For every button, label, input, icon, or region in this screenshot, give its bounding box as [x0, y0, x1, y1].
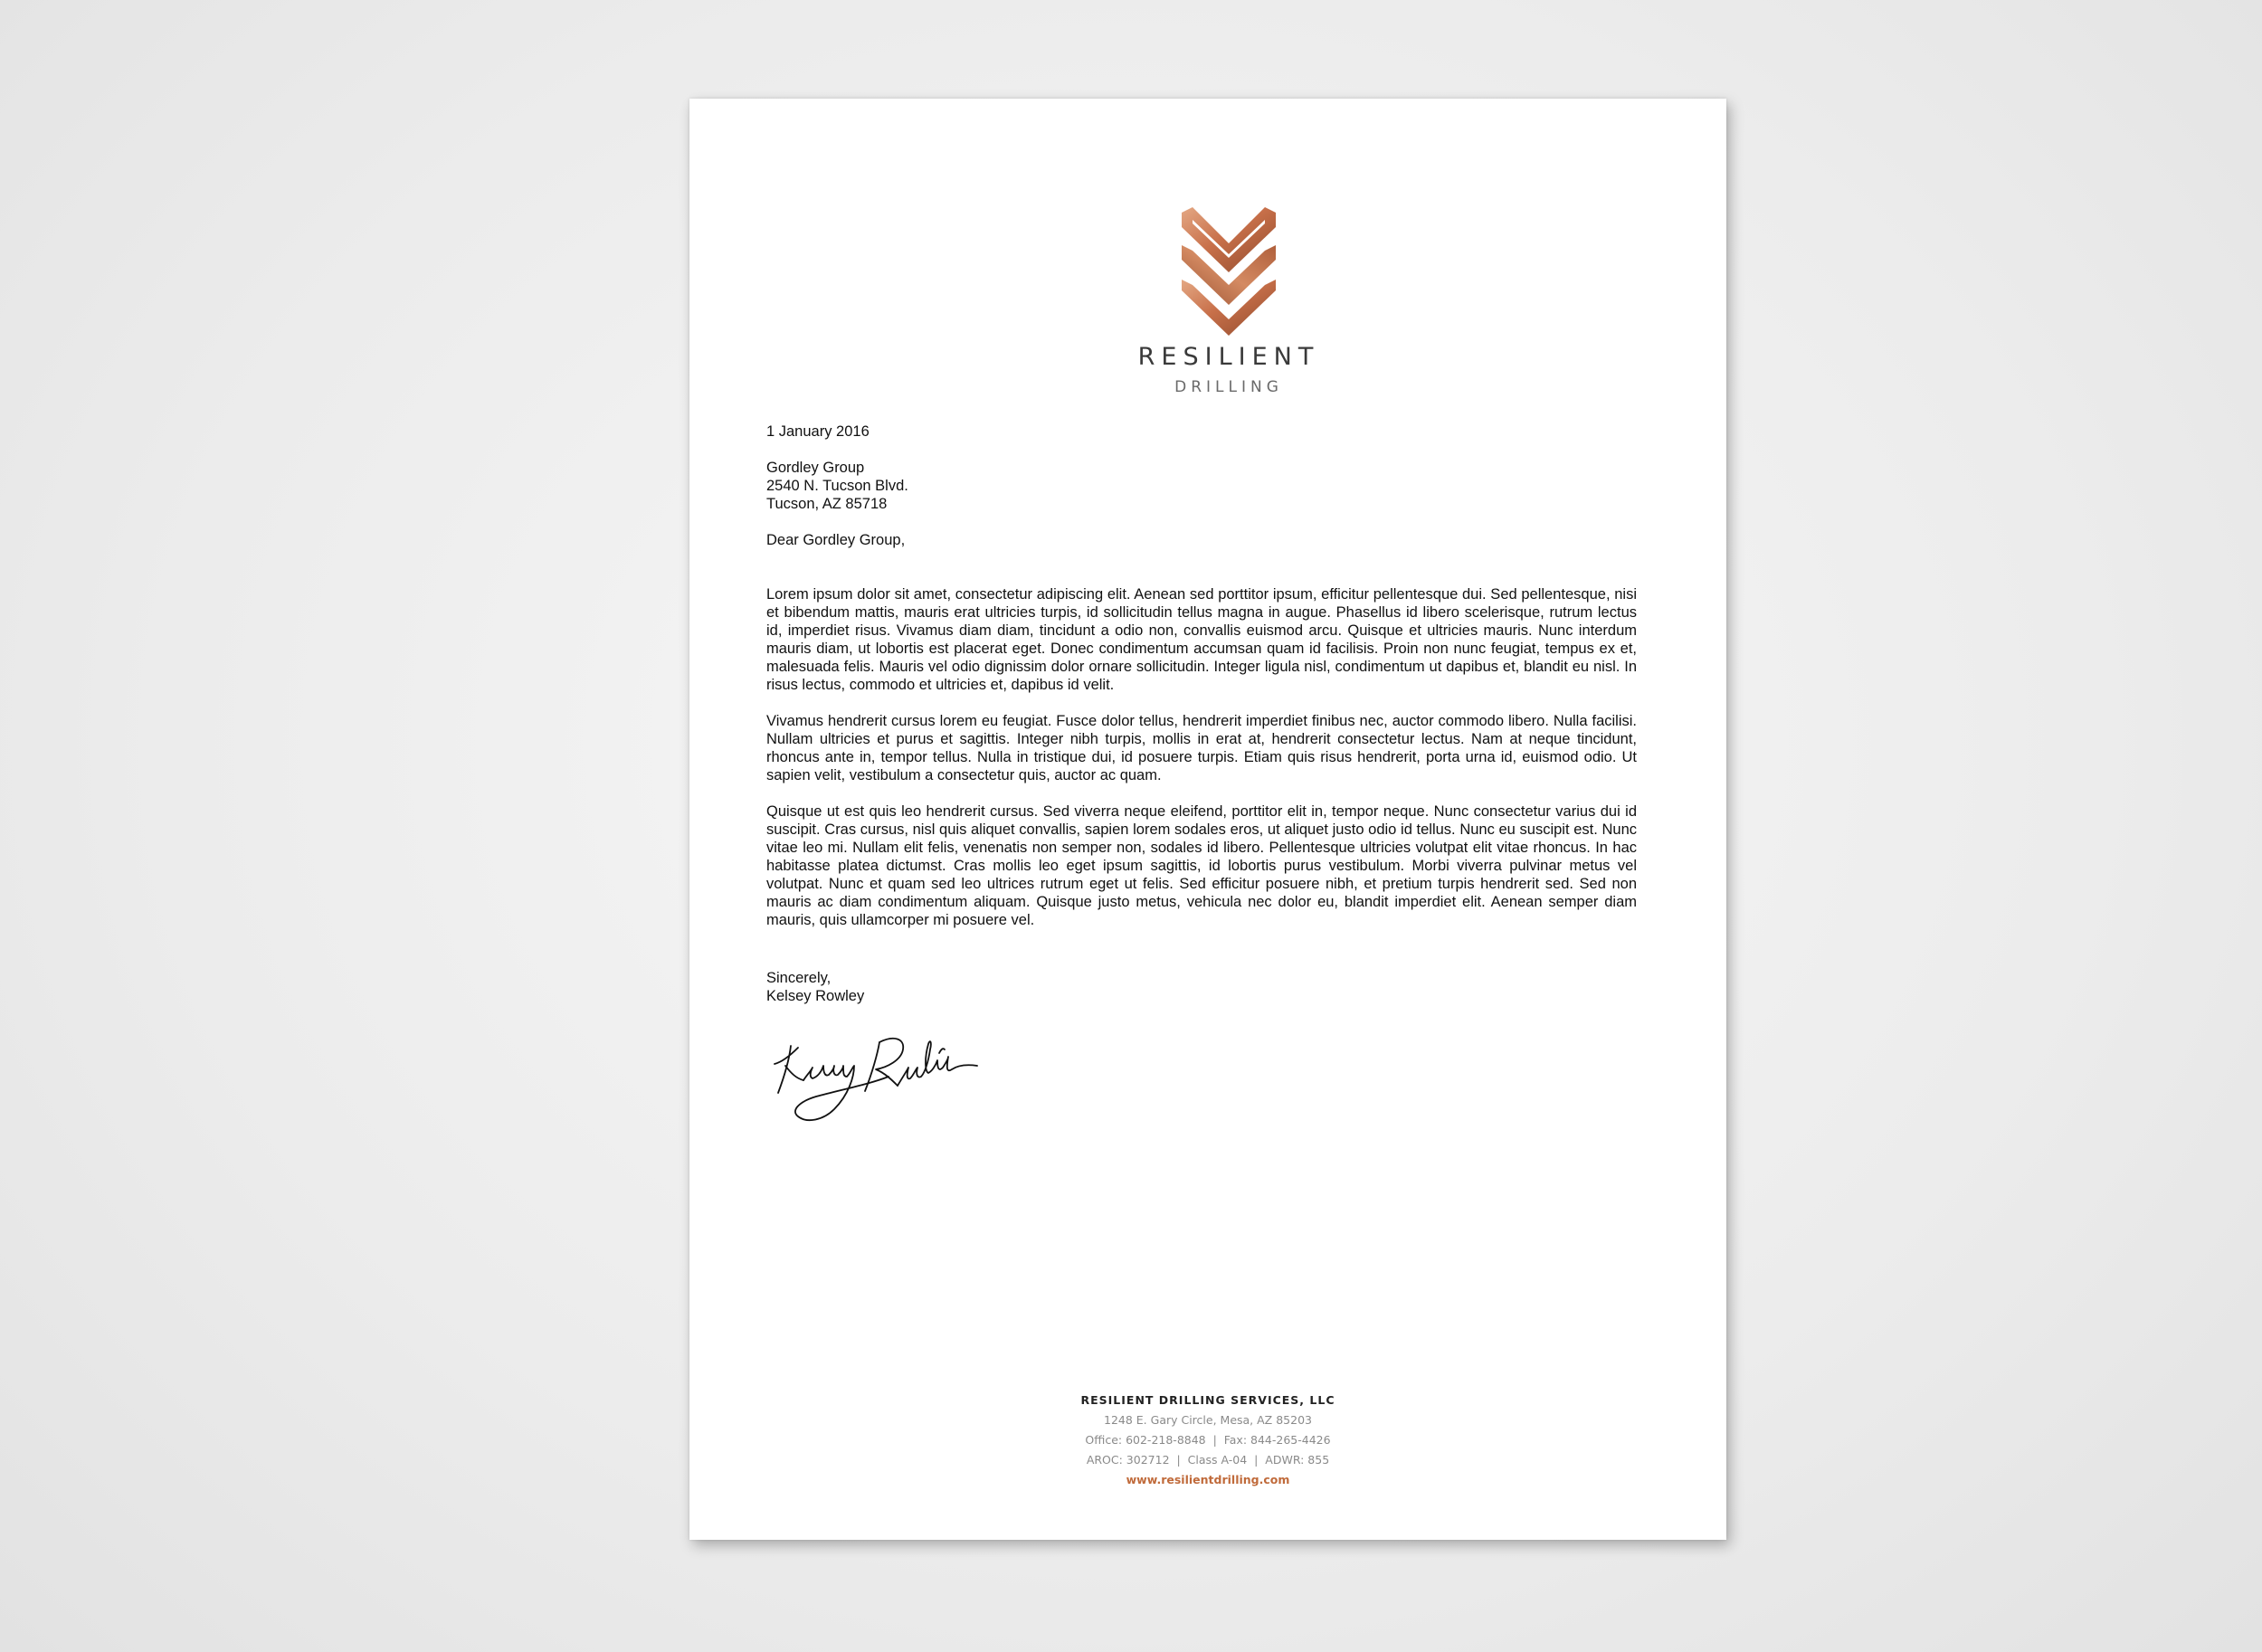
address-line: 2540 N. Tucson Blvd. [766, 478, 908, 494]
footer-phones: Office: 602-218-8848 | Fax: 844-265-4426 [1085, 1433, 1331, 1447]
body-paragraph: Quisque ut est quis leo hendrerit cursus. Sed viverra neque eleifend, porttitor elit in, tempor neque. Nunc consectetur varius dui id suscipit. Cras cursus, nisl quis aliquet convallis, sapien lorem sodales eros, ut aliquet justo odio id tellus. Nunc eu suscipit est. Nunc vitae leo mi. Nullam elit felis, venenatis non semper non, sodales id libero. Pellentesque ultricies volutpat elit vitae rhoncus. In hac habitasse platea dictumst. Cras mollis leo eget ipsum sagittis, id lobortis purus vestibulum. Morbi viverra pulvinar metus vel volutpat. Nunc et quam sed leo ultrices rutrum eget ut felis. Sed efficitur posuere nibh, et pretium turpis hendrerit sed. Sed non mauris ac diam condimentum aliquam. Quisque justo metus, vehicula nec dolor eu, blandit imperdiet elit. Aenean semper diam mauris, quis ullamcorper mi posuere vel. [766, 803, 1637, 928]
footer-address: 1248 E. Gary Circle, Mesa, AZ 85203 [1104, 1413, 1312, 1427]
chevron-logo-icon [1174, 207, 1283, 336]
closing-block [766, 969, 1637, 1005]
letter-date: 1 January 2016 [766, 423, 870, 440]
letterhead-page [689, 99, 1726, 1540]
body-paragraph: Vivamus hendrerit cursus lorem eu feugiat. Fusce dolor tellus, hendrerit imperdiet finibus nec, auctor commodo libero. Nulla facilisi. Nullam ultricies et purus et sagittis. Integer nibh turpis, mollis in erat at, hendrerit consectetur lectus. Nam at neque tincidunt, rhoncus ante in, tempor tellus. Nulla in tristique dui, id posuere turpis. Etiam quis risus hendrerit, porta urna id, euismod odio. Ut sapien velit, vestibulum a consectetur quis, auctor ac quam. [766, 713, 1637, 783]
footer-licenses: AROC: 302712 | Class A-04 | ADWR: 855 [1086, 1453, 1330, 1467]
address-line: Tucson, AZ 85718 [766, 496, 888, 512]
address-line: Gordley Group [766, 460, 865, 476]
letter-body [766, 585, 1637, 947]
recipient-address [766, 459, 1637, 513]
footer-company-name: RESILIENT DRILLING SERVICES, LLC [1080, 1393, 1335, 1407]
brand-name: RESILIENT [1137, 343, 1320, 371]
signer-name: Kelsey Rowley [766, 988, 865, 1004]
letterhead-footer [689, 1391, 1726, 1490]
body-paragraph: Lorem ipsum dolor sit amet, consectetur adipiscing elit. Aenean sed porttitor ipsum, efficitur pellentesque dui. Sed pellentesque, nisi et bibendum mattis, mauris erat ultricies turpis, id sollicitudin tellus magna in augue. Phasellus id libero scelerisque, rutrum lectus id, imperdiet risus. Vivamus diam diam, tincidunt a odio non, convallis euismod arcu. Quisque et ultricies mauris. Nunc interdum mauris diam, ut lobortis est placerat eget. Donec condimentum accumsan quam id facilisis. Proin non nunc feugiat, tempus ex et, malesuada felis. Mauris vel odio dignissim dolor ornare sollicitudin. Integer ligula nisl, condimentum ut dapibus et, blandit eu nisl. In risus lectus, commodo et ultricies et, dapibus id velit. [766, 586, 1637, 693]
salutation: Dear Gordley Group, [766, 532, 906, 548]
handwritten-signature [771, 1026, 979, 1125]
footer-website-link[interactable]: www.resilientdrilling.com [1126, 1473, 1290, 1486]
brand-subname: DRILLING [1174, 378, 1283, 396]
closing-phrase: Sincerely, [766, 970, 832, 986]
